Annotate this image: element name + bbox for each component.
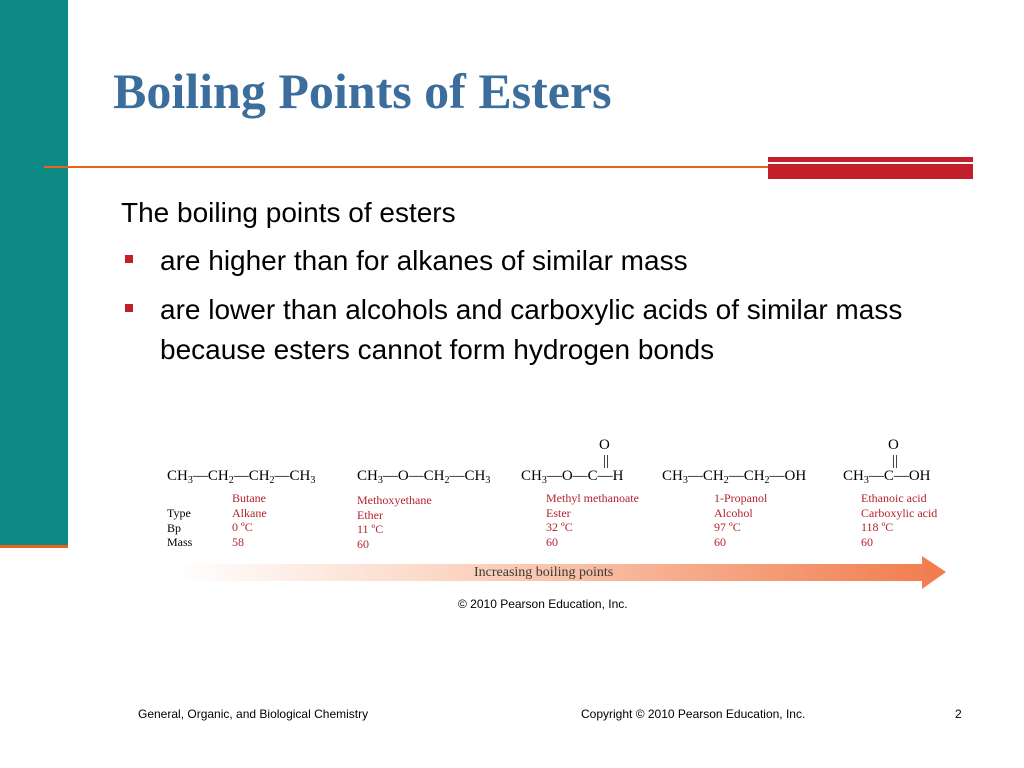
arrow-label: Increasing boiling points [474,565,614,580]
footer-copyright: Copyright © 2010 Pearson Education, Inc. [581,707,806,721]
double-bond: || [892,453,899,469]
compound-name: Ethanoic acid [861,491,927,505]
compound-details-butane [232,491,267,549]
formula-ethanoic-acid: $CH_3—C—OH$ [843,468,931,486]
compound-bp: 97 ºC [714,520,741,534]
compound-mass: 60 [357,536,369,551]
compound-bp: 118 ºC [861,520,894,534]
formula-methyl-methanoate: $CH_3—O—C—H$ [521,468,624,486]
compound-type: Alkane [232,505,267,520]
compound-details-ethanoic-acid [861,491,937,549]
formula-methoxyethane: $CH_3—O—CH_2—CH_3$ [357,468,491,486]
carbonyl-oxygen: O [599,437,610,453]
compound-type: Ether [357,507,383,522]
carbonyl-oxygen: O [888,437,899,453]
compound-bp: 0 ºC [232,520,253,534]
double-bond: || [603,453,610,469]
formula-1-propanol: $CH_3—CH_2—CH_2—OH$ [662,468,807,486]
compound-details-1-propanol [714,491,767,549]
page-number: 2 [955,707,962,721]
compound-bp: 11 ºC [357,522,384,536]
compound-bp: 32 ºC [546,520,573,534]
row-label-mass: Mass [167,535,193,549]
bullet-text: are higher than for alkanes of similar mass [160,245,688,276]
compound-type: Alcohol [714,505,753,520]
slide-title: Boiling Points of Esters [113,63,612,119]
intro-text: The boiling points of esters [121,197,456,228]
compound-details-methyl-methanoate [546,491,639,549]
compound-mass: 60 [546,534,558,549]
compound-mass: 60 [861,534,873,549]
footer-course-title: General, Organic, and Biological Chemistry [138,707,369,721]
compound-name: Methoxyethane [357,493,432,507]
compound-type: Ester [546,505,571,520]
compound-name: Methyl methanoate [546,491,639,505]
compound-details-methoxyethane [357,493,432,551]
row-label-type: Type [167,506,191,520]
compound-name: 1-Propanol [714,491,768,505]
compound-mass: 58 [232,534,244,549]
bullet-text: are lower than alcohols and carboxylic acids of similar mass because esters cannot form hydrogen bonds [160,294,903,365]
row-labels [167,506,192,550]
compound-mass: 60 [714,534,726,549]
row-label-bp: Bp [167,520,182,535]
formula-butane: $CH_3—CH_2—CH_2—CH_3$ [167,468,316,486]
figure-credit: © 2010 Pearson Education, Inc. [458,597,628,611]
compound-type: Carboxylic acid [861,505,938,520]
compound-name: Butane [232,491,266,505]
